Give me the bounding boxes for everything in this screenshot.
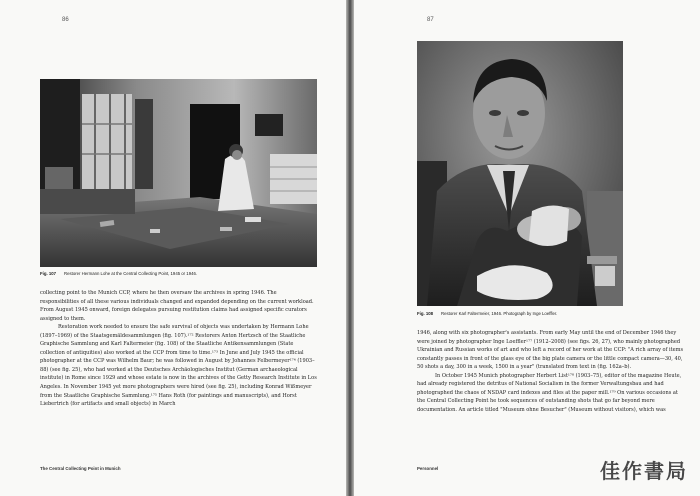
figure-label: Fig. 108 [417, 311, 434, 316]
page-number: 86 [62, 17, 69, 23]
paragraph: collecting point to the Munich CCP, where he then oversaw the archives in spring 1946. The responsibilities of all these various individuals changed and expanded depending on the current workload. From August 1945 onward, foreign delegates pursuing restitution claims had assigned specific curators assigned to them. [40, 290, 314, 322]
photo-image [417, 41, 623, 306]
photo-image [40, 79, 317, 267]
body-text [40, 289, 317, 409]
figure-caption [417, 311, 557, 316]
body-text [417, 329, 687, 414]
restorer-lohe-photo [40, 79, 317, 267]
paragraph: In October 1945 Munich photographer Herbert List¹⁷⁸ (1903–75), editor of the magazine Heute, had already registered the detritus of National Socialism in the former Verwaltungsbau and had photographed the chaos of NSDAP card indexes and files at the paper mill.¹⁷⁹ On various occasions at the Central Collecting Point he took sequences of outstanding shots that go far beyond mere documentation. An article titled "Museum ohne Besucher" (Museum without visitors), which was [417, 372, 682, 413]
figure-caption-text: Restorer Hermann Lohe at the Central Collecting Point, 1945 or 1946. [64, 271, 198, 276]
left-page [0, 0, 346, 496]
figure-caption-text: Restorer Karl Faltermeier, 1946. Photograph by Inge Loeffler. [441, 311, 558, 316]
restorer-faltermeier-photo [417, 41, 623, 306]
figure-label: Fig. 107 [40, 271, 57, 276]
page-number: 87 [427, 17, 434, 23]
paragraph: Restoration work needed to ensure the safe survival of objects was undertaken by Hermann Lohe (1897–1969) of the Staatsgemäldesammlungen (fig. 107).¹⁷² Restorers Anton Hertzsch of the Staatliche Graphische Sammlung and Karl Faltermeier (fig. 108) of the Staatliche Antikensammlungen (State collection of antiquities) also worked at the CCP from time to time.¹⁷³ In June and July 1945 the official photographer at the CCP was Wilhelm Baur; he was followed in August by Johannes Felbermeyer¹⁷⁴ (1903–88) (see fig. 25), who had worked at the Deutsches Archäologisches Institut (German archaeological institute) in Rome since 1929 and whose estate is now in the archives of the Getty Research Institute in Los Angeles. In November 1945 yet more photographers were hired (see fig. 25), including Konrad Wißmeyer from the Staatliche Graphische Sammlung.¹⁷⁵ Hans Roth (for paintings and manuscripts), and Horst Liebertrich (for artifacts and small objects) in March [40, 324, 317, 408]
running-footer: The Central Collecting Point in Munich [40, 466, 121, 471]
watermark-text: 佳作書局 [600, 459, 688, 483]
book-gutter [346, 0, 354, 496]
figure-caption [40, 271, 197, 276]
running-footer: Personnel [417, 466, 439, 471]
right-page [354, 0, 700, 496]
paragraph: 1946, along with six photographer's assistants. From early May until the end of December 1946 they were joined by photographer Inge Loeffler¹⁷⁷ (1912–2008) (see figs. 26, 27), who mainly photographed Ukrainian and Russian works of art and who left a record of her work at the CCP: "A rich array of items constantly passes in front of the glass eye of the big plate camera or the little compact camera—30, 40, 50 shots a day, 300 in a week, 1500 in a year" (translated from text in (fig. 162a–b). [417, 330, 684, 371]
